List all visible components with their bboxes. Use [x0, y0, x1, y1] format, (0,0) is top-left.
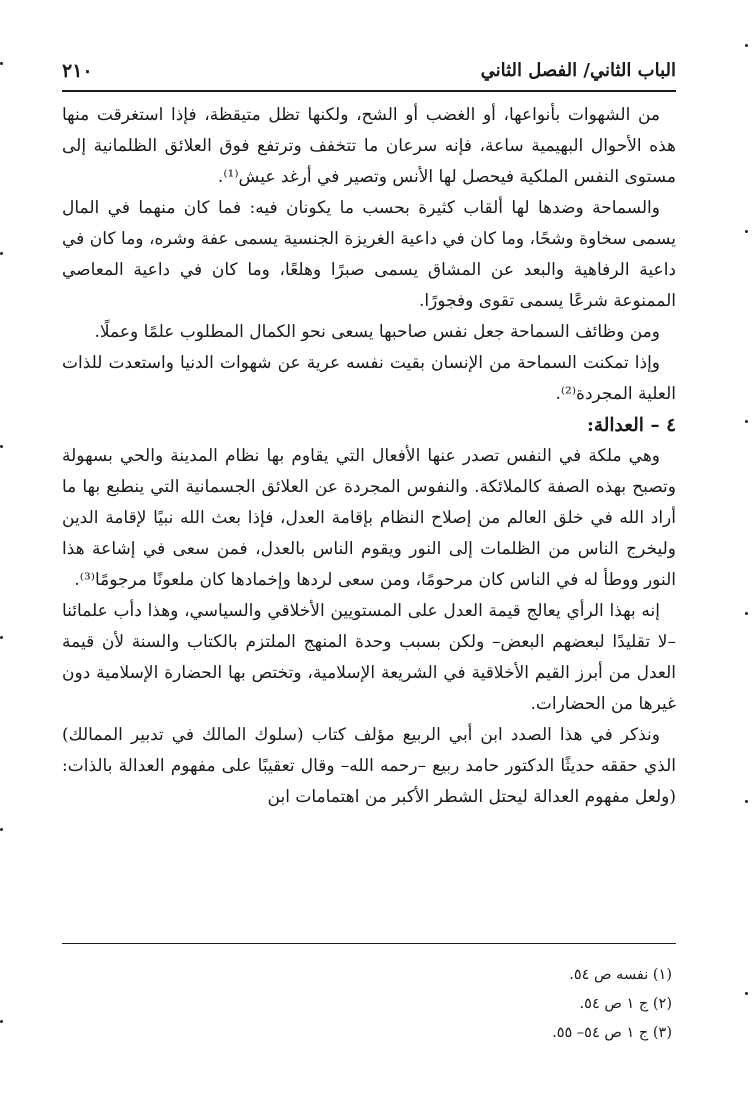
- scan-mark: [0, 252, 3, 255]
- footnote: (٢) ج ١ ص ٥٤.: [579, 996, 672, 1012]
- scan-mark: [0, 828, 3, 831]
- scan-mark: [745, 420, 748, 423]
- header-rule: [62, 90, 676, 92]
- scan-mark: [745, 612, 748, 615]
- page-number: ٢١٠: [62, 60, 93, 82]
- scan-mark: [0, 62, 3, 65]
- scan-mark: [0, 636, 3, 639]
- running-header: [62, 58, 676, 90]
- scan-mark: [745, 800, 748, 803]
- paragraph: ونذكر في هذا الصدد ابن أبي الربيع مؤلف كتاب (سلوك المالك في تدبير الممالك) الذي حققه حديثًا الدكتور حامد ربيع –رحمه الله– وقال تعقيبًا على مفهوم العدالة بالذات: (ولعل مفهوم العدالة ليحتل الشطر الأكبر من اهتمامات ابن: [62, 725, 676, 807]
- scan-mark: [0, 1020, 3, 1023]
- paragraph: وإذا تمكنت السماحة من الإنسان بقيت نفسه عرية عن شهوات الدنيا واستعدت للذات العلية المجردة⁽²⁾.: [62, 353, 676, 404]
- paragraph: وهي ملكة في النفس تصدر عنها الأفعال التي يقاوم بها نظام المدينة والحي بسهولة وتصبح بهذه الصفة كالملائكة. والنفوس المجردة عن العلائق الجسمانية التي ينطبع بها ما أراد الله في خلق العالم من إصلاح النظام بإقامة العدل، فإذا بعث الله نبيًا لإقامة الدين وليخرج الناس من الظلمات إلى النور ويقوم الناس بالعدل، فمن سعى في إشاعة هذا النور ووطأ له في الناس كان مرحومًا، ومن سعى لردها وإخمادها كان ملعونًا مرجومًا⁽³⁾.: [62, 446, 676, 590]
- section-heading: ٤ – العدالة:: [586, 415, 676, 436]
- footnotes: [62, 961, 676, 1048]
- chapter-title: الباب الثاني/ الفصل الثاني: [480, 60, 676, 81]
- scan-mark: [745, 992, 748, 995]
- paragraph: والسماحة وضدها لها ألقاب كثيرة بحسب ما يكونان فيه: فما كان منهما في المال يسمى سخاوة وشحًا، وما كان في داعية الغريزة الجنسية يسمى عفة وشره، وما كان في داعية الرفاهية والبعد عن المشاق يسمى صبرًا وهلعًا، وما كان في داعية المعاصي الممنوعة شرعًا يسمى تقوى وفجورًا.: [62, 198, 676, 311]
- footnote-rule: [62, 943, 676, 944]
- paragraph: من الشهوات بأنواعها، أو الغضب أو الشح، ولكنها تظل متيقظة، فإذا استغرقت منها هذه الأحوال البهيمية ساعة، فإنه سرعان ما تتخفف وترتفع فوق العلائق الظلمانية إلى مستوى النفس الملكية فيحصل لها الأنس وتصير في أرغد عيش⁽¹⁾.: [62, 105, 676, 187]
- paragraph: ومن وظائف السماحة جعل نفس صاحبها يسعى نحو الكمال المطلوب علمًا وعملًا.: [94, 322, 660, 342]
- footnote: (١) نفسه ص ٥٤.: [569, 967, 672, 983]
- scan-mark: [745, 230, 748, 233]
- paragraph: إنه بهذا الرأي يعالج قيمة العدل على المستويين الأخلاقي والسياسي، وهذا دأب علمائنا –لا تقليدًا لبعضهم البعض– ولكن بسبب وحدة المنهج الملتزم بالكتاب والسنة لأن قيمة العدل من أبرز القيم الأخلاقية في الشريعة الإسلامية، وتختص بها الحضارة الإسلامية دون غيرها من الحضارات.: [62, 601, 676, 714]
- main-text: [62, 100, 676, 813]
- scan-mark: [0, 445, 3, 448]
- footnote: (٣) ج ١ ص ٥٤– ٥٥.: [552, 1025, 672, 1041]
- scan-mark: [745, 44, 748, 47]
